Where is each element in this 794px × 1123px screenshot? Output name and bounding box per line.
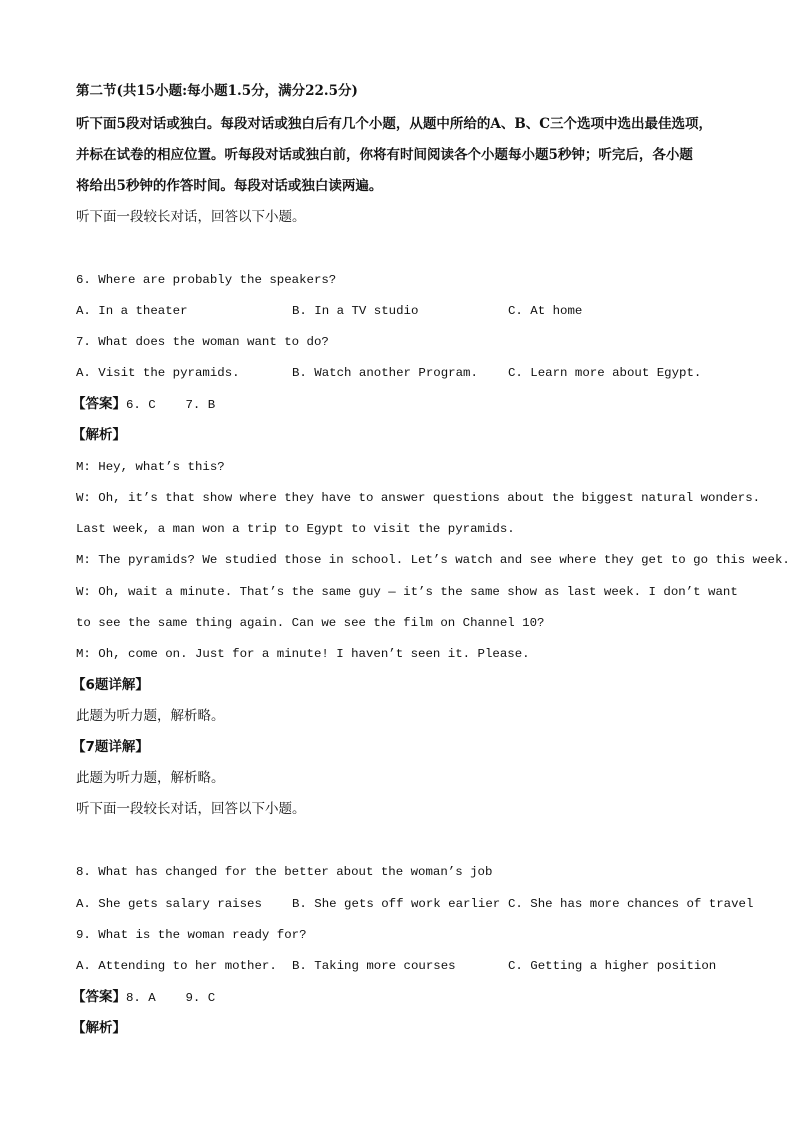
detail-7-label bbox=[72, 738, 149, 756]
detail-6-label bbox=[72, 676, 149, 694]
question-6: 6. Where are probably the speakers? bbox=[76, 273, 337, 287]
instructions-line-3: 将给出5秒钟的作答时间。每段对话或独白读两遍。 bbox=[76, 178, 383, 194]
detail-6-label-text: 【6题详解】 bbox=[72, 677, 149, 693]
q9-option-b: B. Taking more courses bbox=[292, 959, 456, 973]
q8-option-b: B. She gets off work earlier bbox=[292, 897, 501, 911]
answer-label: 【答案】 bbox=[72, 989, 126, 1005]
transcript-line: W: Oh, it’s that show where they have to answer questions about the biggest natural wonders. bbox=[76, 491, 761, 505]
q9-option-a: A. Attending to her mother. bbox=[76, 959, 277, 973]
answer-label: 【答案】 bbox=[72, 396, 126, 412]
transcript-line: Last week, a man won a trip to Egypt to visit the pyramids. bbox=[76, 522, 515, 536]
group2-intro: 听下面一段较长对话，回答以下小题。 bbox=[76, 801, 306, 817]
answer-text: 6. C 7. B bbox=[126, 398, 216, 412]
q9-option-c: C. Getting a higher position bbox=[508, 959, 717, 973]
analysis-label: 【解析】 bbox=[72, 427, 126, 443]
q8-option-a: A. She gets salary raises bbox=[76, 897, 262, 911]
group2-answer bbox=[72, 988, 215, 1007]
detail-7-label-text: 【7题详解】 bbox=[72, 739, 149, 755]
group2-analysis-label bbox=[72, 1019, 126, 1037]
answer-text: 8. A 9. C bbox=[126, 991, 216, 1005]
transcript-line: M: Oh, come on. Just for a minute! I haven’t seen it. Please. bbox=[76, 647, 530, 661]
q7-option-b: B. Watch another Program. bbox=[292, 366, 478, 380]
transcript-line: M: Hey, what’s this? bbox=[76, 460, 225, 474]
instructions-line-2: 并标在试卷的相应位置。听每段对话或独白前，你将有时间阅读各个小题每小题5秒钟；听完后，各小题 bbox=[76, 147, 693, 163]
analysis-label: 【解析】 bbox=[72, 1020, 126, 1036]
q6-option-a: A. In a theater bbox=[76, 304, 188, 318]
group1-analysis-label bbox=[72, 426, 126, 444]
transcript-line: M: The pyramids? We studied those in school. Let’s watch and see where they get to go this week. bbox=[76, 553, 790, 567]
question-9: 9. What is the woman ready for? bbox=[76, 928, 307, 942]
question-8: 8. What has changed for the better about the woman’s job bbox=[76, 865, 493, 879]
q7-option-c: C. Learn more about Egypt. bbox=[508, 366, 702, 380]
q8-option-c: C. She has more chances of travel bbox=[508, 897, 754, 911]
transcript-line: W: Oh, wait a minute. That’s the same guy — it’s the same show as last week. I don’t want bbox=[76, 585, 738, 599]
instructions-line-1: 听下面5段对话或独白。每段对话或独白后有几个小题，从题中所给的A、B、C三个选项中选出最佳选项， bbox=[76, 116, 713, 132]
q6-option-c: C. At home bbox=[508, 304, 583, 318]
q7-option-a: A. Visit the pyramids. bbox=[76, 366, 240, 380]
transcript-line: to see the same thing again. Can we see the film on Channel 10? bbox=[76, 616, 545, 630]
group1-answer bbox=[72, 395, 215, 414]
group1-intro: 听下面一段较长对话，回答以下小题。 bbox=[76, 209, 306, 225]
detail-7-text: 此题为听力题，解析略。 bbox=[76, 770, 225, 786]
q6-option-b: B. In a TV studio bbox=[292, 304, 419, 318]
question-7: 7. What does the woman want to do? bbox=[76, 335, 329, 349]
detail-6-text: 此题为听力题，解析略。 bbox=[76, 708, 225, 724]
section-header: 第二节(共15小题:每小题1.5分，满分22.5分) bbox=[76, 83, 358, 99]
